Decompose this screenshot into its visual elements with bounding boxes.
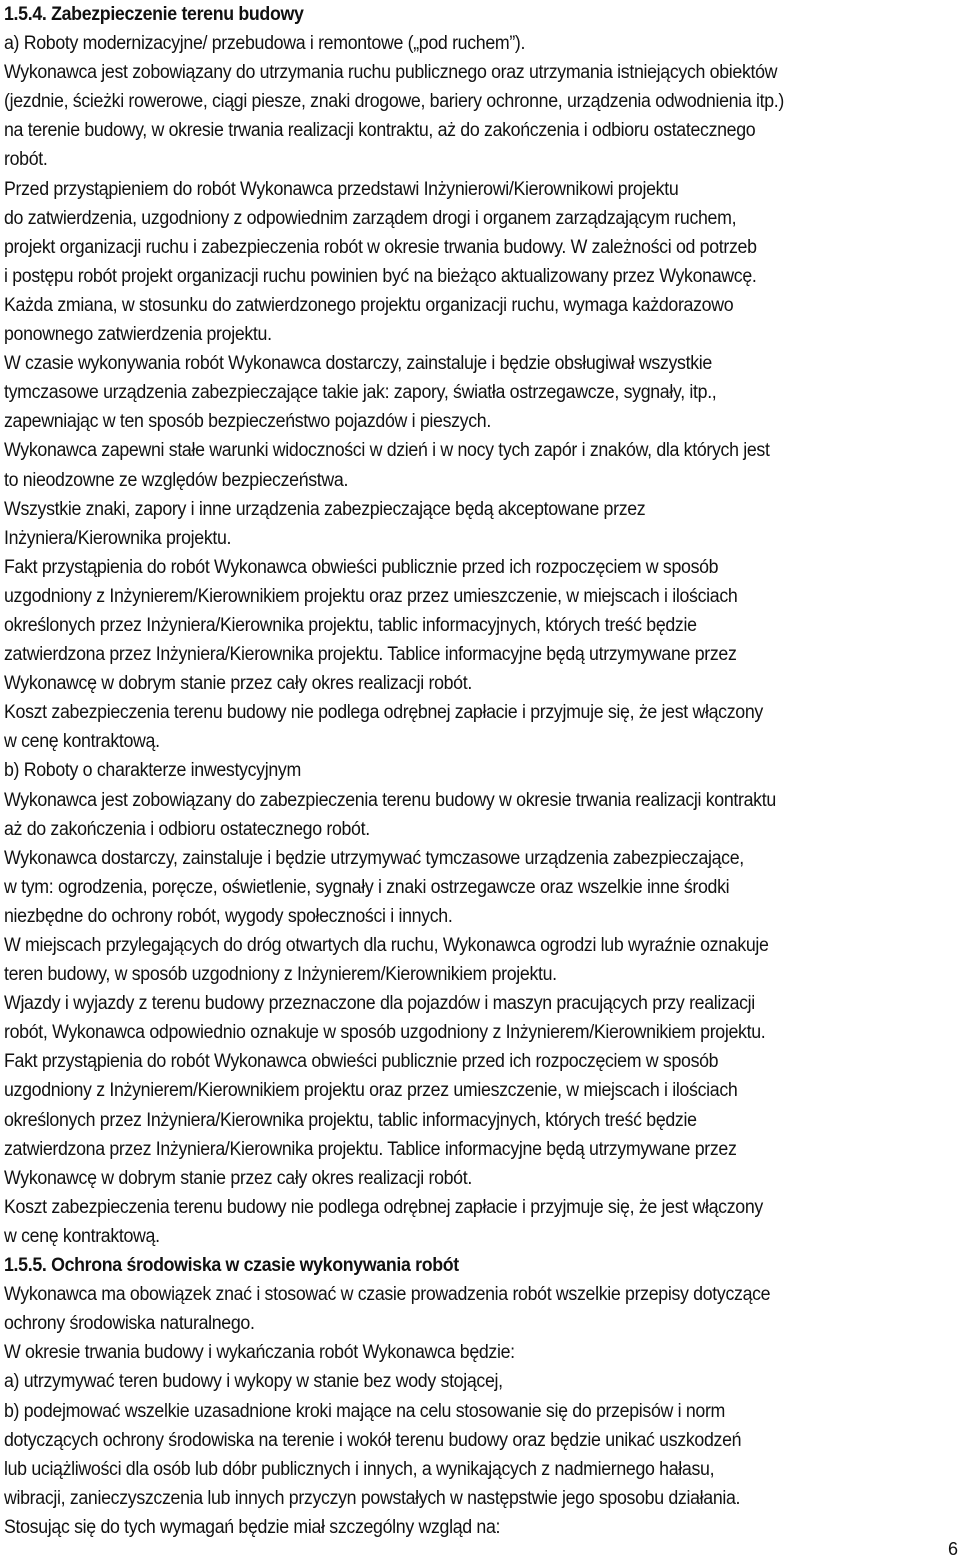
body-text-line: to nieodzowne ze względów bezpieczeństwa. [4, 469, 349, 491]
page-number: 6 [947, 1539, 958, 1559]
body-text-line: robót. [4, 149, 48, 171]
body-text-line: zatwierdzona przez Inżyniera/Kierownika projektu. Tablice informacyjne będą utrzymywane przez [4, 1138, 737, 1160]
body-text-line: zatwierdzona przez Inżyniera/Kierownika projektu. Tablice informacyjne będą utrzymywane przez [4, 644, 737, 666]
body-text-line: Wykonawcę w dobrym stanie przez cały okres realizacji robót. [4, 673, 472, 695]
body-text-line: aż do zakończenia i odbioru ostatecznego robót. [4, 818, 370, 840]
body-text-line: określonych przez Inżyniera/Kierownika projektu, tablic informacyjnych, których treść będzie [4, 614, 697, 636]
body-text-line: ochrony środowiska naturalnego. [4, 1313, 255, 1335]
document-page [4, 0, 944, 1542]
body-text-line: na terenie budowy, w okresie trwania realizacji kontraktu, aż do zakończenia i odbioru ostatecznego [4, 120, 756, 142]
body-text-line: w cenę kontraktową. [4, 731, 160, 753]
body-text-line: Stosując się do tych wymagań będzie miał szczególny wzgląd na: [4, 1516, 501, 1538]
body-text-line: Wykonawcę w dobrym stanie przez cały okres realizacji robót. [4, 1167, 472, 1189]
body-text-line: Wykonawca jest zobowiązany do utrzymania ruchu publicznego oraz utrzymania istniejących obiektów [4, 62, 778, 84]
body-text-line: i postępu robót projekt organizacji ruchu powinien być na bieżąco aktualizowany przez Wykonawcę. [4, 265, 757, 287]
body-text-line: W miejscach przylegających do dróg otwartych dla ruchu, Wykonawca ogrodzi lub wyraźnie oznakuje [4, 935, 769, 956]
body-text-line: Wykonawca dostarczy, zainstaluje i będzie utrzymywać tymczasowe urządzenia zabezpieczające, [4, 847, 744, 869]
body-text-line: określonych przez Inżyniera/Kierownika projektu, tablic informacyjnych, których treść będzie [4, 1109, 697, 1131]
body-text-line: dotyczących ochrony środowiska na terenie i wokół terenu budowy oraz będzie unikać uszkodzeń [4, 1429, 742, 1451]
body-text-line: a) Roboty modernizacyjne/ przebudowa i remontowe („pod ruchem”). [4, 33, 526, 55]
body-text-line: Przed przystąpieniem do robót Wykonawca przedstawi Inżynierowi/Kierownikowi projektu [4, 178, 679, 200]
body-text-line: Wykonawca jest zobowiązany do zabezpieczenia terenu budowy w okresie trwania realizacji kontraktu [4, 789, 776, 811]
body-text-line: teren budowy, w sposób uzgodniony z Inżynierem/Kierownikiem projektu. [4, 964, 557, 986]
body-text-line: lub uciążliwości dla osób lub dóbr publicznych i innych, a wynikających z nadmiernego hałasu, [4, 1458, 715, 1480]
body-text-line: Inżyniera/Kierownika projektu. [4, 527, 232, 549]
body-text-line: uzgodniony z Inżynierem/Kierownikiem projektu oraz przez umieszczenie, w miejscach i ilościach [4, 585, 738, 607]
body-text-line: W czasie wykonywania robót Wykonawca dostarczy, zainstaluje i będzie obsługiwał wszystkie [4, 353, 712, 375]
body-text-line: w cenę kontraktową. [4, 1225, 160, 1247]
body-text-line: tymczasowe urządzenia zabezpieczające takie jak: zapory, światła ostrzegawcze, sygnały, itp., [4, 382, 717, 404]
body-text-line: ponownego zatwierdzenia projektu. [4, 324, 272, 346]
body-text-line: zapewniając w ten sposób bezpieczeństwo pojazdów i pieszych. [4, 411, 491, 433]
body-text-line: Fakt przystąpienia do robót Wykonawca obwieści publicznie przed ich rozpoczęciem w sposób [4, 1051, 719, 1073]
body-text-line: a) utrzymywać teren budowy i wykopy w stanie bez wody stojącej, [4, 1371, 503, 1393]
body-text-line: niezbędne do ochrony robót, wygody społeczności i innych. [4, 905, 453, 927]
body-text-line: do zatwierdzenia, uzgodniony z odpowiednim zarządem drogi i organem zarządzającym ruchem, [4, 207, 737, 229]
body-text-line: Każda zmiana, w stosunku do zatwierdzonego projektu organizacji ruchu, wymaga każdorazowo [4, 294, 734, 316]
section-heading-line: 1.5.5. Ochrona środowiska w czasie wykonywania robót [4, 1255, 459, 1277]
body-text-line: b) Roboty o charakterze inwestycyjnym [4, 760, 301, 782]
body-text-line: projekt organizacji ruchu i zabezpieczenia robót w okresie trwania budowy. W zależności od potrzeb [4, 236, 757, 258]
body-text-line: Wjazdy i wyjazdy z terenu budowy przeznaczone dla pojazdów i maszyn pracujących przy realizacji [4, 993, 755, 1015]
body-text-line: w tym: ogrodzenia, poręcze, oświetlenie, sygnały i znaki ostrzegawcze oraz wszelkie inne środki [4, 876, 730, 898]
body-text-line: Koszt zabezpieczenia terenu budowy nie podlega odrębnej zapłacie i przyjmuje się, że jest włączony [4, 702, 763, 724]
body-text-line: Koszt zabezpieczenia terenu budowy nie podlega odrębnej zapłacie i przyjmuje się, że jest włączony [4, 1196, 763, 1218]
body-text-line: wibracji, zanieczyszczenia lub innych przyczyn powstałych w następstwie jego sposobu działania. [4, 1487, 741, 1509]
section-heading-line: 1.5.4. Zabezpieczenie terenu budowy [4, 4, 304, 25]
body-text-line: Wszystkie znaki, zapory i inne urządzenia zabezpieczające będą akceptowane przez [4, 498, 646, 520]
body-text-line: Wykonawca ma obowiązek znać i stosować w czasie prowadzenia robót wszelkie przepisy dotyczące [4, 1284, 771, 1306]
body-text-line: b) podejmować wszelkie uzasadnione kroki mające na celu stosowanie się do przepisów i norm [4, 1400, 726, 1422]
body-text-line: Wykonawca zapewni stałe warunki widoczności w dzień i w nocy tych zapór i znaków, dla których jest [4, 440, 770, 462]
body-text-line: W okresie trwania budowy i wykańczania robót Wykonawca będzie: [4, 1342, 515, 1364]
body-text-line: (jezdnie, ścieżki rowerowe, ciągi piesze, znaki drogowe, bariery ochronne, urządzenia odwodnienia itp.) [4, 91, 784, 113]
body-text-line: Fakt przystąpienia do robót Wykonawca obwieści publicznie przed ich rozpoczęciem w sposób [4, 556, 719, 578]
body-text-line: uzgodniony z Inżynierem/Kierownikiem projektu oraz przez umieszczenie, w miejscach i ilościach [4, 1080, 738, 1102]
body-text-line: robót, Wykonawca odpowiednio oznakuje w sposób uzgodniony z Inżynierem/Kierownikiem projektu. [4, 1022, 766, 1044]
